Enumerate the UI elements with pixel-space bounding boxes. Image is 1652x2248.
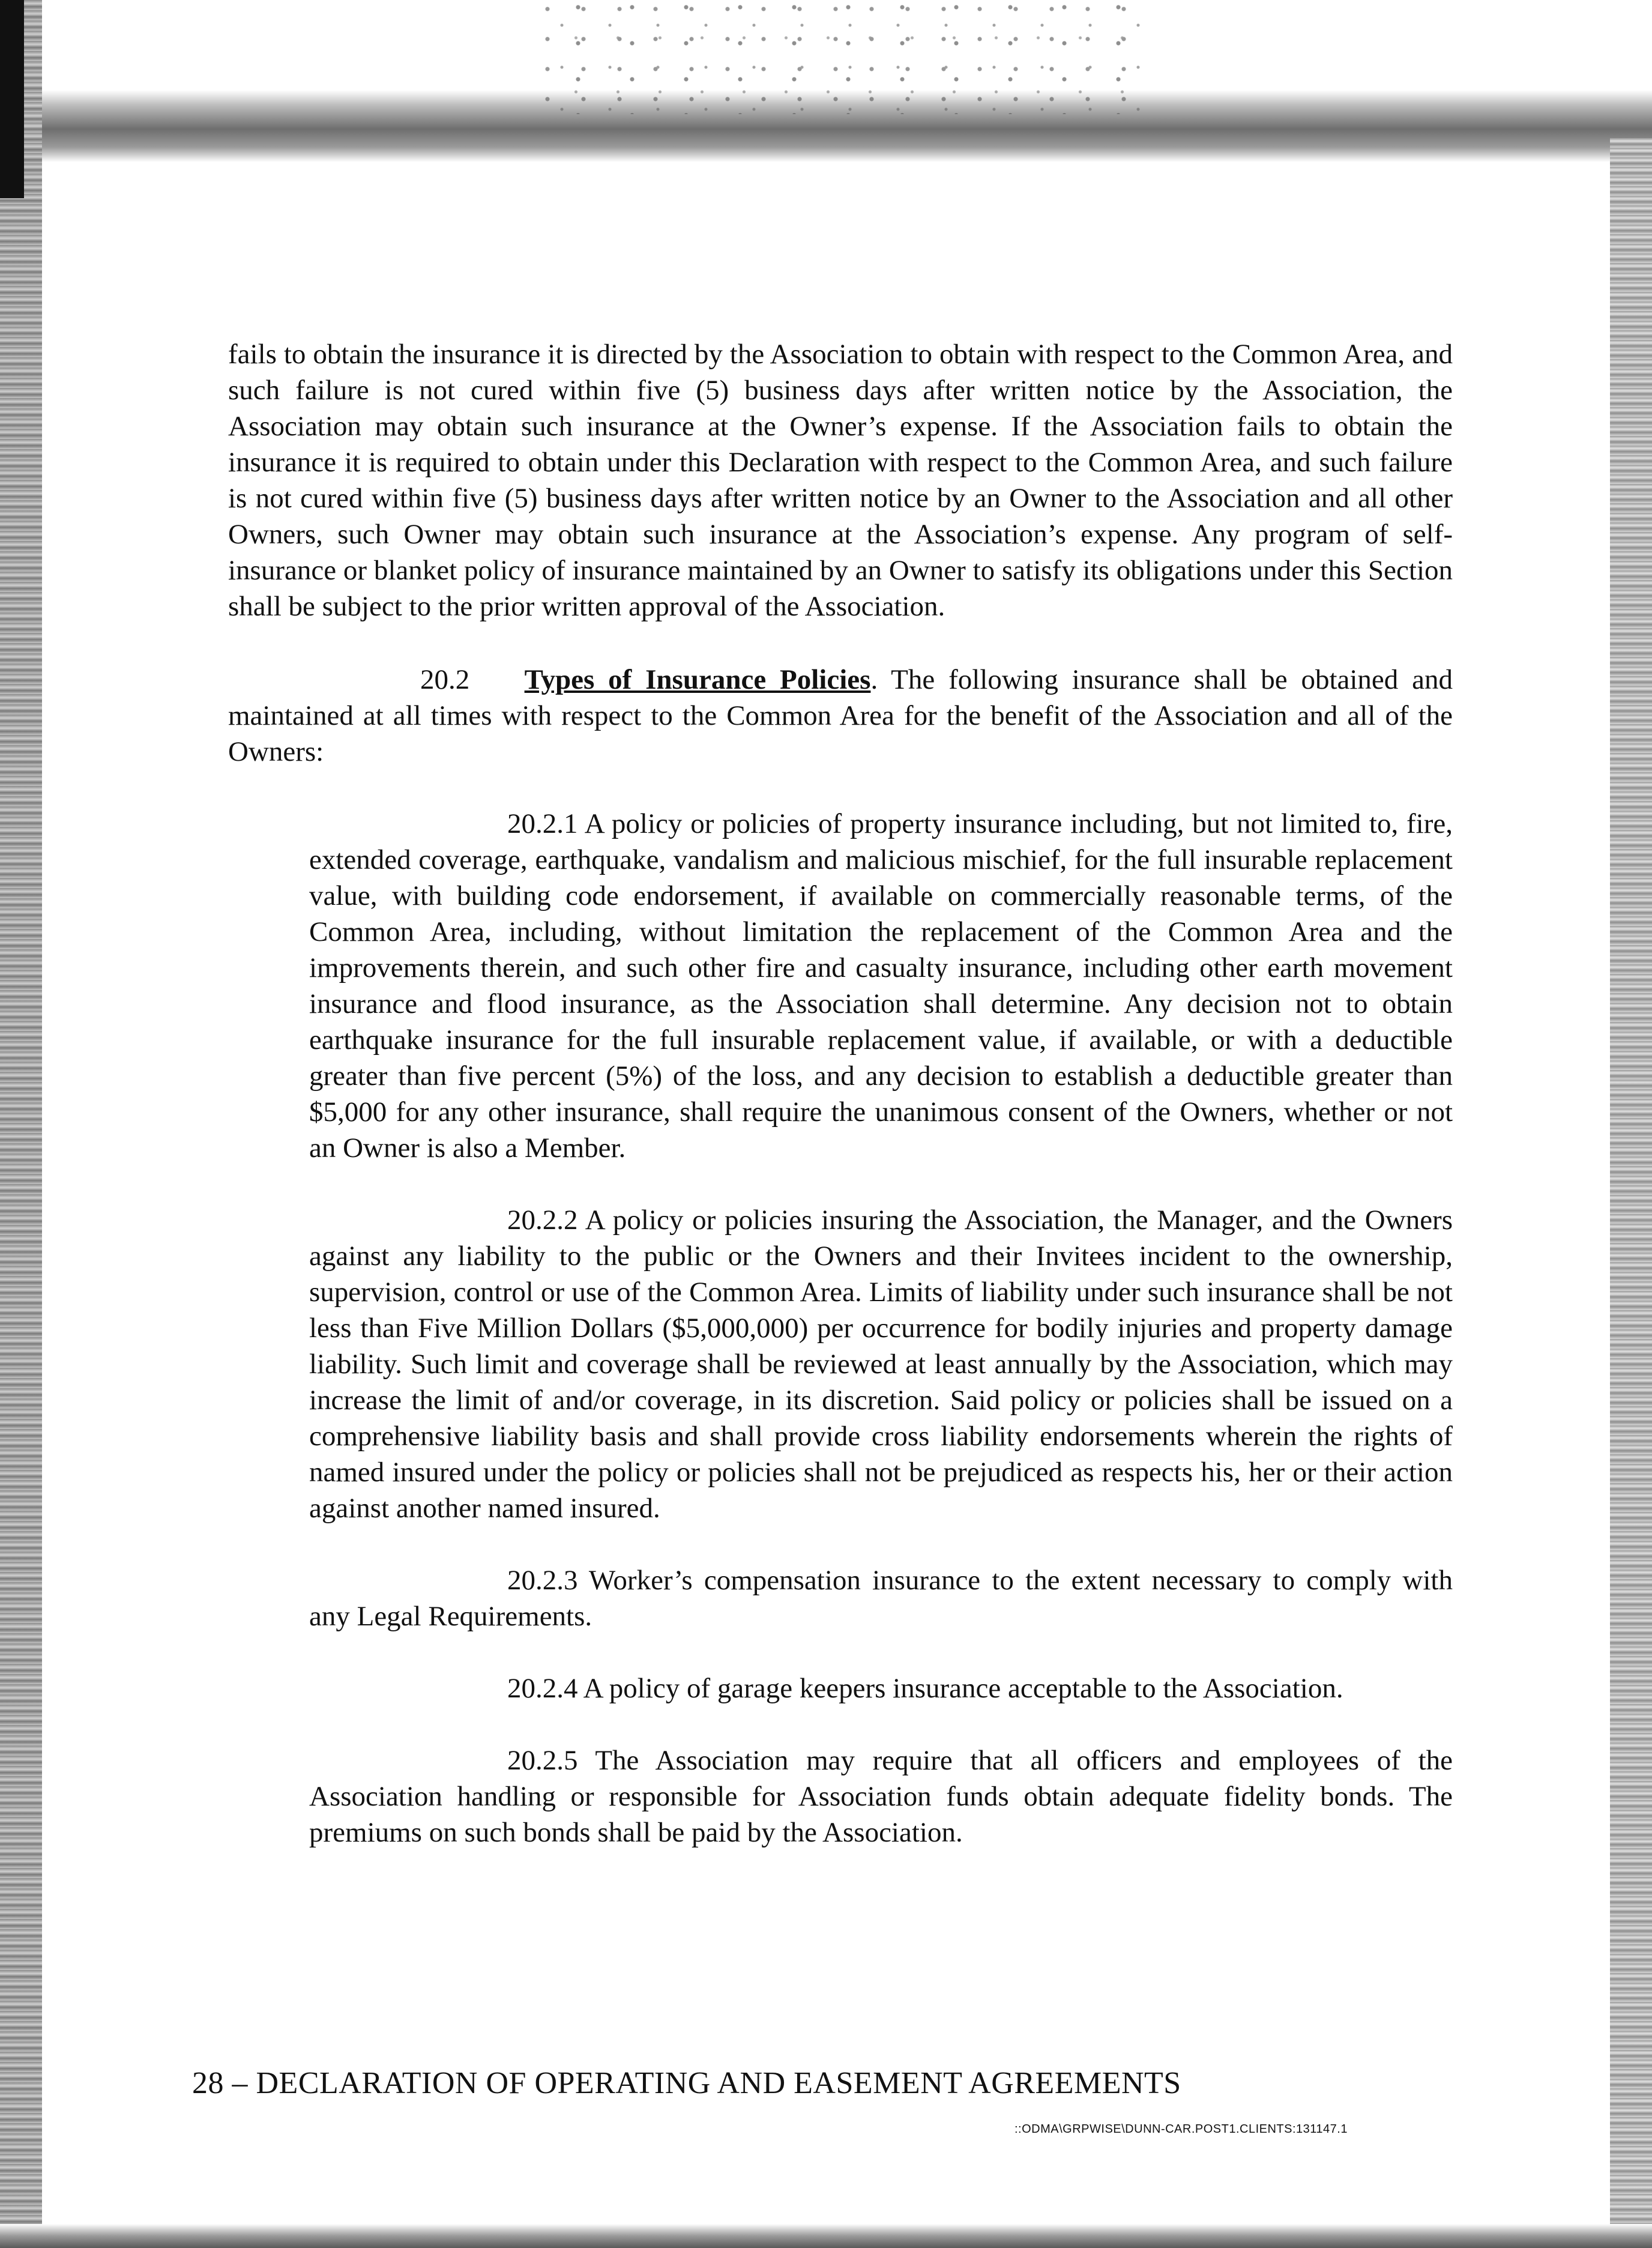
subsection-20-2-4 bbox=[309, 1670, 1453, 1706]
scan-corner-shadow bbox=[0, 0, 24, 198]
section-title: Types of Insurance Policies bbox=[524, 664, 871, 695]
subsection-number: 20.2.3 bbox=[507, 1565, 578, 1596]
subsection-number: 20.2.1 bbox=[507, 808, 578, 839]
subsection-number: 20.2.5 bbox=[507, 1745, 578, 1776]
scan-speckle bbox=[540, 0, 1141, 114]
section-number: 20.2 bbox=[420, 664, 470, 695]
subsection-text: A policy or policies insuring the Association, the Manager, and the Owners against any liability to the public or the Owners and their Invitees incident to the ownership, supervision, control or use of the Common Area. Limits of liability under such insurance shall be not less than Five Million Dollars ($5,000,000) per occurrence for bodily injuries and property damage liability. Such limit and coverage shall be reviewed at least annually by the Association, which may increase the limit of and/or coverage, in its discretion. Said policy or policies shall be issued on a comprehensive liability basis and shall provide cross liability endorsements wherein the rights of named insured under the policy or policies shall not be prejudiced as respects his, her or their action against another named insured. bbox=[309, 1204, 1453, 1524]
subsection-text: A policy or policies of property insurance including, but not limited to, fire, extended coverage, earthquake, vandalism and malicious mischief, for the full insurable replacement value, with building code endorsement, if available on commercially reasonable terms, of the Common Area, including, without limitation the replacement of the Common Area and the improvements therein, and such other fire and casualty insurance, including other earth movement insurance and flood insurance, as the Association shall determine. Any decision not to obtain earthquake insurance for the full insurable replacement value, if available, or with a deductible greater than five percent (5%) of the loss, and any decision to establish a deductible greater than $5,000 for any other insurance, shall require the unanimous consent of the Owners, whether or not an Owner is also a Member. bbox=[309, 808, 1453, 1164]
subsection-number: 20.2.2 bbox=[507, 1204, 578, 1236]
section-20-2 bbox=[228, 662, 1453, 770]
subsection-text: Worker’s compensation insurance to the extent necessary to comply with any Legal Requirements. bbox=[309, 1565, 1453, 1632]
scan-left-edge bbox=[0, 0, 42, 2248]
section-text: . The following insurance shall be obtained and maintained at all times with respect to the Common Area for the benefit of the Association and all of the Owners: bbox=[228, 664, 1453, 767]
subsection-20-2-1 bbox=[309, 806, 1453, 1166]
subsection-20-2-2 bbox=[309, 1202, 1453, 1526]
scan-bottom-edge bbox=[0, 2224, 1652, 2248]
document-page bbox=[180, 336, 1453, 1851]
subsection-text: The Association may require that all officers and employees of the Association handling or responsible for Association funds obtain adequate fidelity bonds. The premiums on such bonds shall be paid by the Association. bbox=[309, 1745, 1453, 1848]
subsection-text: A policy of garage keepers insurance acceptable to the Association. bbox=[583, 1673, 1343, 1704]
subsection-number: 20.2.4 bbox=[507, 1673, 578, 1704]
intro-paragraph: fails to obtain the insurance it is directed by the Association to obtain with respect to the Common Area, and such failure is not cured within five (5) business days after written notice by the Association, the Association may obtain such insurance at the Owner’s expense. If the Association fails to obtain the insurance it is required to obtain under this Declaration with respect to the Common Area, and such failure is not cured within five (5) business days after written notice by an Owner to the Association and all other Owners, such Owner may obtain such insurance at the Association’s expense. Any program of self-insurance or blanket policy of insurance maintained by an Owner to satisfy its obligations under this Section shall be subject to the prior written approval of the Association. bbox=[228, 339, 1453, 622]
scan-right-edge bbox=[1610, 138, 1652, 2248]
subsection-20-2-5 bbox=[309, 1742, 1453, 1851]
footer-doc-ref: ::ODMA\GRPWISE\DUNN-CAR.POST1.CLIENTS:131147.1 bbox=[1014, 2123, 1348, 2136]
subsection-20-2-3 bbox=[309, 1562, 1453, 1634]
footer-title: 28 – DECLARATION OF OPERATING AND EASEMENT AGREEMENTS bbox=[192, 2066, 1181, 2100]
